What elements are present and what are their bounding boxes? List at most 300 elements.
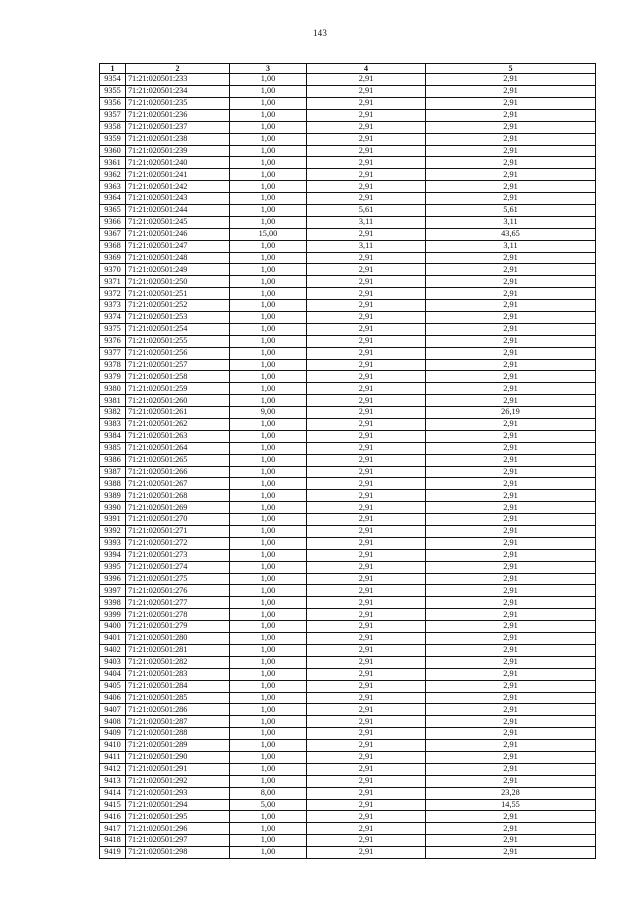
- row-number-cell: 9398: [100, 597, 126, 609]
- total-cell: 2,91: [426, 823, 596, 835]
- cadastral-number-cell: 71:21:020501:292: [126, 775, 230, 787]
- rate-cell: 2,91: [307, 597, 426, 609]
- area-cell: 1,00: [230, 811, 307, 823]
- total-cell: 3,11: [426, 240, 596, 252]
- table-body: [100, 74, 596, 859]
- column-header-1: 1: [100, 64, 126, 74]
- cadastral-number-cell: 71:21:020501:279: [126, 621, 230, 633]
- cadastral-number-cell: 71:21:020501:281: [126, 644, 230, 656]
- rate-cell: 2,91: [307, 644, 426, 656]
- row-number-cell: 9354: [100, 74, 126, 86]
- total-cell: 2,91: [426, 763, 596, 775]
- cadastral-number-cell: 71:21:020501:287: [126, 716, 230, 728]
- cadastral-number-cell: 71:21:020501:252: [126, 300, 230, 312]
- area-cell: 1,00: [230, 169, 307, 181]
- total-cell: 2,91: [426, 335, 596, 347]
- total-cell: 2,91: [426, 514, 596, 526]
- cadastral-number-cell: 71:21:020501:240: [126, 157, 230, 169]
- table-row: [100, 442, 596, 454]
- registry-table: [99, 63, 596, 859]
- table-row: [100, 204, 596, 216]
- total-cell: 2,91: [426, 419, 596, 431]
- table-row: [100, 359, 596, 371]
- table-row: [100, 133, 596, 145]
- row-number-cell: 9414: [100, 787, 126, 799]
- cadastral-number-cell: 71:21:020501:250: [126, 276, 230, 288]
- row-number-cell: 9363: [100, 181, 126, 193]
- row-number-cell: 9387: [100, 466, 126, 478]
- area-cell: 1,00: [230, 383, 307, 395]
- table-row: [100, 787, 596, 799]
- cadastral-number-cell: 71:21:020501:234: [126, 86, 230, 98]
- total-cell: 2,91: [426, 466, 596, 478]
- cadastral-number-cell: 71:21:020501:242: [126, 181, 230, 193]
- table-row: [100, 537, 596, 549]
- total-cell: 2,91: [426, 502, 596, 514]
- total-cell: 26,19: [426, 407, 596, 419]
- row-number-cell: 9418: [100, 835, 126, 847]
- table-row: [100, 656, 596, 668]
- row-number-cell: 9371: [100, 276, 126, 288]
- table-row: [100, 312, 596, 324]
- row-number-cell: 9370: [100, 264, 126, 276]
- rate-cell: 2,91: [307, 276, 426, 288]
- page-number: 143: [312, 28, 328, 38]
- table-row: [100, 751, 596, 763]
- rate-cell: 2,91: [307, 537, 426, 549]
- rate-cell: 2,91: [307, 121, 426, 133]
- rate-cell: 2,91: [307, 585, 426, 597]
- table-row: [100, 823, 596, 835]
- rate-cell: 2,91: [307, 419, 426, 431]
- table-row: [100, 502, 596, 514]
- total-cell: 23,28: [426, 787, 596, 799]
- cadastral-number-cell: 71:21:020501:283: [126, 668, 230, 680]
- area-cell: 1,00: [230, 181, 307, 193]
- total-cell: 2,91: [426, 692, 596, 704]
- row-number-cell: 9403: [100, 656, 126, 668]
- total-cell: 2,91: [426, 490, 596, 502]
- row-number-cell: 9413: [100, 775, 126, 787]
- cadastral-number-cell: 71:21:020501:261: [126, 407, 230, 419]
- area-cell: 1,00: [230, 514, 307, 526]
- area-cell: 1,00: [230, 621, 307, 633]
- total-cell: 2,91: [426, 288, 596, 300]
- area-cell: 1,00: [230, 86, 307, 98]
- row-number-cell: 9356: [100, 97, 126, 109]
- cadastral-number-cell: 71:21:020501:293: [126, 787, 230, 799]
- row-number-cell: 9376: [100, 335, 126, 347]
- table-row: [100, 680, 596, 692]
- cadastral-number-cell: 71:21:020501:290: [126, 751, 230, 763]
- area-cell: 1,00: [230, 240, 307, 252]
- rate-cell: 2,91: [307, 430, 426, 442]
- area-cell: 1,00: [230, 549, 307, 561]
- area-cell: 1,00: [230, 716, 307, 728]
- area-cell: 1,00: [230, 395, 307, 407]
- area-cell: 1,00: [230, 288, 307, 300]
- rate-cell: 2,91: [307, 716, 426, 728]
- table-row: [100, 193, 596, 205]
- column-header-4: 4: [307, 64, 426, 74]
- row-number-cell: 9382: [100, 407, 126, 419]
- rate-cell: 2,91: [307, 454, 426, 466]
- area-cell: 1,00: [230, 847, 307, 859]
- total-cell: 2,91: [426, 193, 596, 205]
- area-cell: 1,00: [230, 775, 307, 787]
- rate-cell: 3,11: [307, 240, 426, 252]
- table-row: [100, 97, 596, 109]
- cadastral-number-cell: 71:21:020501:289: [126, 740, 230, 752]
- table-row: [100, 169, 596, 181]
- rate-cell: 2,91: [307, 656, 426, 668]
- rate-cell: 2,91: [307, 252, 426, 264]
- row-number-cell: 9373: [100, 300, 126, 312]
- cadastral-number-cell: 71:21:020501:245: [126, 216, 230, 228]
- row-number-cell: 9408: [100, 716, 126, 728]
- total-cell: 2,91: [426, 133, 596, 145]
- cadastral-number-cell: 71:21:020501:276: [126, 585, 230, 597]
- area-cell: 5,00: [230, 799, 307, 811]
- table-row: [100, 323, 596, 335]
- total-cell: 2,91: [426, 359, 596, 371]
- row-number-cell: 9416: [100, 811, 126, 823]
- rate-cell: 2,91: [307, 502, 426, 514]
- total-cell: 3,11: [426, 216, 596, 228]
- row-number-cell: 9402: [100, 644, 126, 656]
- row-number-cell: 9374: [100, 312, 126, 324]
- table-row: [100, 430, 596, 442]
- rate-cell: 2,91: [307, 181, 426, 193]
- cadastral-number-cell: 71:21:020501:298: [126, 847, 230, 859]
- rate-cell: 2,91: [307, 228, 426, 240]
- total-cell: 2,91: [426, 121, 596, 133]
- cadastral-number-cell: 71:21:020501:253: [126, 312, 230, 324]
- rate-cell: 2,91: [307, 466, 426, 478]
- cadastral-number-cell: 71:21:020501:272: [126, 537, 230, 549]
- row-number-cell: 9357: [100, 109, 126, 121]
- table-row: [100, 276, 596, 288]
- cadastral-number-cell: 71:21:020501:295: [126, 811, 230, 823]
- cadastral-number-cell: 71:21:020501:249: [126, 264, 230, 276]
- total-cell: 2,91: [426, 300, 596, 312]
- rate-cell: 2,91: [307, 847, 426, 859]
- row-number-cell: 9417: [100, 823, 126, 835]
- row-number-cell: 9395: [100, 561, 126, 573]
- rate-cell: 2,91: [307, 549, 426, 561]
- cadastral-number-cell: 71:21:020501:243: [126, 193, 230, 205]
- table-row: [100, 835, 596, 847]
- area-cell: 1,00: [230, 109, 307, 121]
- row-number-cell: 9409: [100, 728, 126, 740]
- rate-cell: 2,91: [307, 300, 426, 312]
- rate-cell: 2,91: [307, 347, 426, 359]
- cadastral-number-cell: 71:21:020501:262: [126, 419, 230, 431]
- area-cell: 1,00: [230, 193, 307, 205]
- rate-cell: 2,91: [307, 490, 426, 502]
- area-cell: 1,00: [230, 585, 307, 597]
- row-number-cell: 9358: [100, 121, 126, 133]
- cadastral-number-cell: 71:21:020501:271: [126, 526, 230, 538]
- area-cell: 1,00: [230, 323, 307, 335]
- table-row: [100, 335, 596, 347]
- table-row: [100, 799, 596, 811]
- area-cell: 1,00: [230, 490, 307, 502]
- row-number-cell: 9389: [100, 490, 126, 502]
- area-cell: 1,00: [230, 300, 307, 312]
- table-row: [100, 597, 596, 609]
- cadastral-number-cell: 71:21:020501:268: [126, 490, 230, 502]
- rate-cell: 2,91: [307, 74, 426, 86]
- table-row: [100, 466, 596, 478]
- cadastral-number-cell: 71:21:020501:282: [126, 656, 230, 668]
- total-cell: 2,91: [426, 86, 596, 98]
- cadastral-number-cell: 71:21:020501:244: [126, 204, 230, 216]
- cadastral-number-cell: 71:21:020501:254: [126, 323, 230, 335]
- area-cell: 1,00: [230, 371, 307, 383]
- rate-cell: 2,91: [307, 97, 426, 109]
- total-cell: 2,91: [426, 181, 596, 193]
- cadastral-number-cell: 71:21:020501:278: [126, 609, 230, 621]
- table-row: [100, 264, 596, 276]
- area-cell: 1,00: [230, 264, 307, 276]
- rate-cell: 2,91: [307, 395, 426, 407]
- area-cell: 1,00: [230, 823, 307, 835]
- area-cell: 1,00: [230, 680, 307, 692]
- table-row: [100, 419, 596, 431]
- table-row: [100, 300, 596, 312]
- row-number-cell: 9381: [100, 395, 126, 407]
- rate-cell: 2,91: [307, 442, 426, 454]
- rate-cell: 2,91: [307, 371, 426, 383]
- rate-cell: 2,91: [307, 359, 426, 371]
- total-cell: 2,91: [426, 585, 596, 597]
- rate-cell: 2,91: [307, 335, 426, 347]
- total-cell: 2,91: [426, 537, 596, 549]
- rate-cell: 2,91: [307, 109, 426, 121]
- row-number-cell: 9377: [100, 347, 126, 359]
- total-cell: 2,91: [426, 145, 596, 157]
- row-number-cell: 9367: [100, 228, 126, 240]
- area-cell: 1,00: [230, 835, 307, 847]
- total-cell: 2,91: [426, 157, 596, 169]
- cadastral-number-cell: 71:21:020501:275: [126, 573, 230, 585]
- total-cell: 2,91: [426, 276, 596, 288]
- rate-cell: 2,91: [307, 407, 426, 419]
- cadastral-number-cell: 71:21:020501:296: [126, 823, 230, 835]
- total-cell: 5,61: [426, 204, 596, 216]
- cadastral-number-cell: 71:21:020501:280: [126, 633, 230, 645]
- rate-cell: 2,91: [307, 264, 426, 276]
- row-number-cell: 9360: [100, 145, 126, 157]
- total-cell: 2,91: [426, 609, 596, 621]
- cadastral-number-cell: 71:21:020501:285: [126, 692, 230, 704]
- area-cell: 1,00: [230, 633, 307, 645]
- row-number-cell: 9412: [100, 763, 126, 775]
- row-number-cell: 9401: [100, 633, 126, 645]
- row-number-cell: 9380: [100, 383, 126, 395]
- table-row: [100, 157, 596, 169]
- area-cell: 1,00: [230, 537, 307, 549]
- rate-cell: 2,91: [307, 526, 426, 538]
- area-cell: 1,00: [230, 430, 307, 442]
- total-cell: 2,91: [426, 442, 596, 454]
- total-cell: 2,91: [426, 668, 596, 680]
- column-header-2: 2: [126, 64, 230, 74]
- row-number-cell: 9372: [100, 288, 126, 300]
- row-number-cell: 9384: [100, 430, 126, 442]
- table-row: [100, 585, 596, 597]
- table-row: [100, 86, 596, 98]
- area-cell: 15,00: [230, 228, 307, 240]
- area-cell: 1,00: [230, 419, 307, 431]
- total-cell: 2,91: [426, 371, 596, 383]
- table-row: [100, 454, 596, 466]
- total-cell: 2,91: [426, 526, 596, 538]
- table-row: [100, 347, 596, 359]
- row-number-cell: 9364: [100, 193, 126, 205]
- area-cell: 8,00: [230, 787, 307, 799]
- total-cell: 2,91: [426, 728, 596, 740]
- header-row: [100, 64, 596, 74]
- total-cell: 2,91: [426, 323, 596, 335]
- area-cell: 1,00: [230, 644, 307, 656]
- area-cell: 1,00: [230, 751, 307, 763]
- area-cell: 1,00: [230, 97, 307, 109]
- row-number-cell: 9375: [100, 323, 126, 335]
- table-row: [100, 526, 596, 538]
- total-cell: 2,91: [426, 704, 596, 716]
- row-number-cell: 9391: [100, 514, 126, 526]
- table-row: [100, 371, 596, 383]
- total-cell: 2,91: [426, 383, 596, 395]
- table-row: [100, 490, 596, 502]
- cadastral-number-cell: 71:21:020501:265: [126, 454, 230, 466]
- rate-cell: 2,91: [307, 704, 426, 716]
- column-header-5: 5: [426, 64, 596, 74]
- row-number-cell: 9393: [100, 537, 126, 549]
- table-row: [100, 704, 596, 716]
- rate-cell: 2,91: [307, 157, 426, 169]
- row-number-cell: 9362: [100, 169, 126, 181]
- total-cell: 2,91: [426, 656, 596, 668]
- total-cell: 2,91: [426, 597, 596, 609]
- row-number-cell: 9406: [100, 692, 126, 704]
- rate-cell: 2,91: [307, 633, 426, 645]
- cadastral-number-cell: 71:21:020501:238: [126, 133, 230, 145]
- area-cell: 1,00: [230, 656, 307, 668]
- cadastral-number-cell: 71:21:020501:263: [126, 430, 230, 442]
- cadastral-number-cell: 71:21:020501:260: [126, 395, 230, 407]
- cadastral-number-cell: 71:21:020501:233: [126, 74, 230, 86]
- row-number-cell: 9400: [100, 621, 126, 633]
- area-cell: 1,00: [230, 573, 307, 585]
- table-row: [100, 181, 596, 193]
- table-row: [100, 644, 596, 656]
- area-cell: 1,00: [230, 597, 307, 609]
- table-row: [100, 561, 596, 573]
- cadastral-number-cell: 71:21:020501:237: [126, 121, 230, 133]
- rate-cell: 2,91: [307, 169, 426, 181]
- table-row: [100, 811, 596, 823]
- cadastral-number-cell: 71:21:020501:288: [126, 728, 230, 740]
- rate-cell: 2,91: [307, 193, 426, 205]
- area-cell: 1,00: [230, 347, 307, 359]
- total-cell: 14,55: [426, 799, 596, 811]
- table-row: [100, 228, 596, 240]
- total-cell: 2,91: [426, 680, 596, 692]
- cadastral-number-cell: 71:21:020501:248: [126, 252, 230, 264]
- rate-cell: 2,91: [307, 573, 426, 585]
- area-cell: 1,00: [230, 478, 307, 490]
- row-number-cell: 9379: [100, 371, 126, 383]
- table-row: [100, 478, 596, 490]
- row-number-cell: 9361: [100, 157, 126, 169]
- total-cell: 2,91: [426, 716, 596, 728]
- cadastral-number-cell: 71:21:020501:251: [126, 288, 230, 300]
- total-cell: 2,91: [426, 169, 596, 181]
- rate-cell: 2,91: [307, 692, 426, 704]
- table-row: [100, 407, 596, 419]
- row-number-cell: 9404: [100, 668, 126, 680]
- cadastral-number-cell: 71:21:020501:291: [126, 763, 230, 775]
- area-cell: 1,00: [230, 359, 307, 371]
- rate-cell: 2,91: [307, 145, 426, 157]
- area-cell: 1,00: [230, 216, 307, 228]
- table-row: [100, 621, 596, 633]
- rate-cell: 2,91: [307, 609, 426, 621]
- table-row: [100, 252, 596, 264]
- rate-cell: 2,91: [307, 478, 426, 490]
- area-cell: 1,00: [230, 740, 307, 752]
- area-cell: 1,00: [230, 157, 307, 169]
- area-cell: 1,00: [230, 121, 307, 133]
- row-number-cell: 9378: [100, 359, 126, 371]
- total-cell: 2,91: [426, 74, 596, 86]
- cadastral-number-cell: 71:21:020501:297: [126, 835, 230, 847]
- cadastral-number-cell: 71:21:020501:256: [126, 347, 230, 359]
- row-number-cell: 9394: [100, 549, 126, 561]
- total-cell: 2,91: [426, 811, 596, 823]
- table-row: [100, 692, 596, 704]
- rate-cell: 2,91: [307, 668, 426, 680]
- area-cell: 1,00: [230, 252, 307, 264]
- row-number-cell: 9405: [100, 680, 126, 692]
- total-cell: 2,91: [426, 454, 596, 466]
- area-cell: 1,00: [230, 561, 307, 573]
- row-number-cell: 9359: [100, 133, 126, 145]
- area-cell: 1,00: [230, 442, 307, 454]
- row-number-cell: 9365: [100, 204, 126, 216]
- area-cell: 1,00: [230, 312, 307, 324]
- row-number-cell: 9419: [100, 847, 126, 859]
- cadastral-number-cell: 71:21:020501:246: [126, 228, 230, 240]
- rate-cell: 2,91: [307, 775, 426, 787]
- row-number-cell: 9388: [100, 478, 126, 490]
- cadastral-number-cell: 71:21:020501:259: [126, 383, 230, 395]
- cadastral-number-cell: 71:21:020501:294: [126, 799, 230, 811]
- area-cell: 1,00: [230, 145, 307, 157]
- row-number-cell: 9386: [100, 454, 126, 466]
- total-cell: 2,91: [426, 430, 596, 442]
- rate-cell: 2,91: [307, 680, 426, 692]
- table-row: [100, 395, 596, 407]
- rate-cell: 2,91: [307, 288, 426, 300]
- cadastral-number-cell: 71:21:020501:274: [126, 561, 230, 573]
- table-row: [100, 728, 596, 740]
- total-cell: 2,91: [426, 740, 596, 752]
- cadastral-number-cell: 71:21:020501:241: [126, 169, 230, 181]
